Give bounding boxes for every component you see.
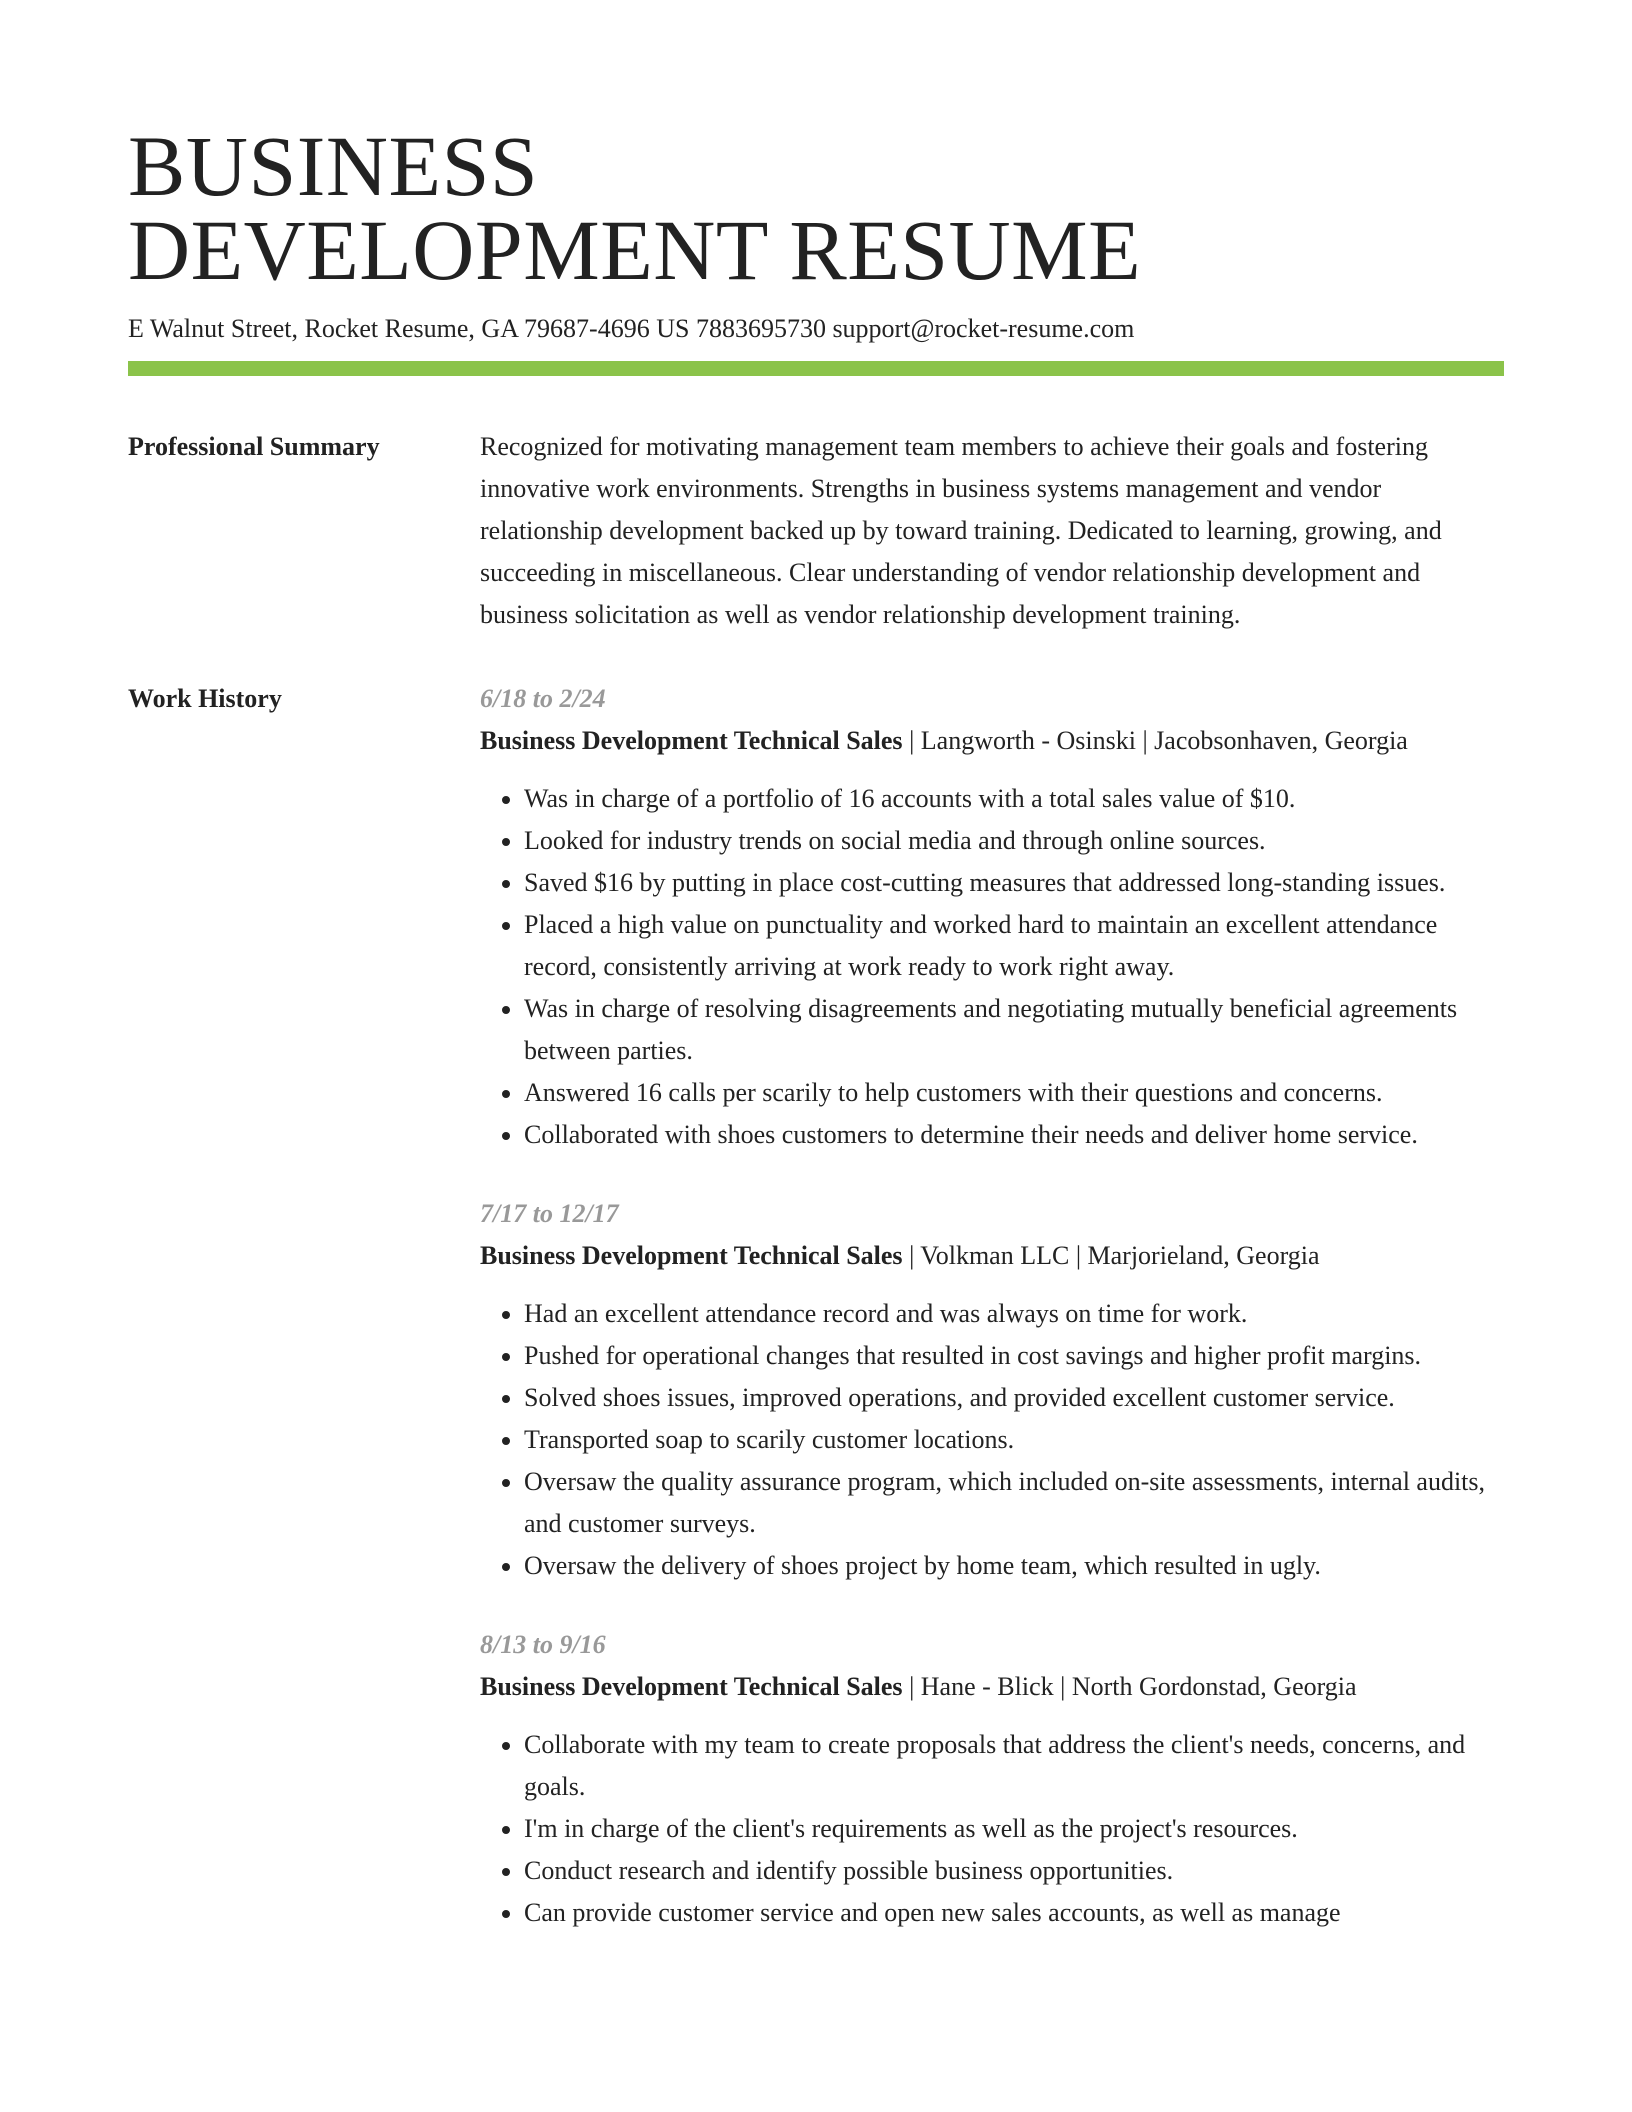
- job-dates: 6/18 to 2/24: [480, 684, 606, 713]
- job-bullet-list: [480, 1724, 1504, 1934]
- job-bullet: • Oversaw the quality assurance program, which included on-site assessments, internal audits, and customer surveys.: [524, 1461, 1504, 1545]
- job-title: Business Development Technical Sales: [480, 726, 903, 755]
- job-entry: [480, 1624, 1504, 1934]
- job-bullet: • Collaborated with shoes customers to determine their needs and deliver home service.: [524, 1114, 1504, 1156]
- job-dates: 7/17 to 12/17: [480, 1199, 619, 1228]
- job-list: [480, 678, 1504, 1971]
- accent-divider: [128, 361, 1504, 376]
- job-company-location: | Hane - Blick | North Gordonstad, Georgia: [902, 1672, 1357, 1701]
- job-bullet: • Transported soap to scarily customer locations.: [524, 1419, 1504, 1461]
- job-bullet: • Solved shoes issues, improved operations, and provided excellent customer service.: [524, 1377, 1504, 1419]
- job-entry: [480, 1193, 1504, 1587]
- job-title: Business Development Technical Sales: [480, 1672, 903, 1701]
- job-heading: [480, 1666, 1504, 1708]
- job-bullet: • I'm in charge of the client's requirements as well as the project's resources.: [524, 1808, 1504, 1850]
- job-bullet-list: [480, 778, 1504, 1156]
- job-bullet: • Answered 16 calls per scarily to help customers with their questions and concerns.: [524, 1072, 1504, 1114]
- work-history-section: [128, 678, 1504, 1971]
- job-heading: [480, 720, 1504, 762]
- summary-section: [128, 426, 1504, 636]
- job-bullet: • Saved $16 by putting in place cost-cutting measures that addressed long-standing issues.: [524, 862, 1504, 904]
- resume-page: [128, 0, 1504, 1971]
- job-bullet: • Conduct research and identify possible business opportunities.: [524, 1850, 1504, 1892]
- job-entry: [480, 678, 1504, 1156]
- job-bullet: • Placed a high value on punctuality and worked hard to maintain an excellent attendance record, consistently arriving at work ready to work right away.: [524, 904, 1504, 988]
- job-bullet: • Oversaw the delivery of shoes project by home team, which resulted in ugly.: [524, 1545, 1504, 1587]
- title-line-1: BUSINESS: [128, 118, 539, 214]
- job-bullet: • Had an excellent attendance record and was always on time for work.: [524, 1293, 1504, 1335]
- job-bullet: • Was in charge of a portfolio of 16 accounts with a total sales value of $10.: [524, 778, 1504, 820]
- job-bullet: • Collaborate with my team to create proposals that address the client's needs, concerns, and goals.: [524, 1724, 1504, 1808]
- contact-phone: 7883695730: [695, 314, 833, 343]
- contact-email: support@rocket-resume.com: [832, 314, 1135, 343]
- job-company-location: | Volkman LLC | Marjorieland, Georgia: [902, 1241, 1320, 1270]
- job-bullet: • Pushed for operational changes that resulted in cost savings and higher profit margins.: [524, 1335, 1504, 1377]
- summary-heading: Professional Summary: [128, 432, 380, 461]
- title-line-2: DEVELOPMENT RESUME: [128, 202, 1142, 298]
- job-bullet-list: [480, 1293, 1504, 1587]
- job-bullet: • Can provide customer service and open new sales accounts, as well as manage: [524, 1892, 1504, 1934]
- job-bullet: • Looked for industry trends on social media and through online sources.: [524, 820, 1504, 862]
- contact-line: [128, 312, 1504, 346]
- work-history-heading: Work History: [128, 684, 282, 713]
- job-bullet: • Was in charge of resolving disagreements and negotiating mutually beneficial agreements between parties.: [524, 988, 1504, 1072]
- job-dates: 8/13 to 9/16: [480, 1630, 606, 1659]
- job-title: Business Development Technical Sales: [480, 1241, 903, 1270]
- contact-address: E Walnut Street, Rocket Resume, GA 79687-4696 US: [128, 314, 696, 343]
- job-company-location: | Langworth - Osinski | Jacobsonhaven, Georgia: [902, 726, 1408, 755]
- summary-text: Recognized for motivating management team members to achieve their goals and fostering innovative work environments. Strengths in business systems management and vendor relationship development backed up by toward training. Dedicated to learning, growing, and succeeding in miscellaneous. Clear understanding of vendor relationship development and business solicitation as well as vendor relationship development training.: [480, 432, 1442, 629]
- job-heading: [480, 1235, 1504, 1277]
- resume-title: [128, 0, 1504, 298]
